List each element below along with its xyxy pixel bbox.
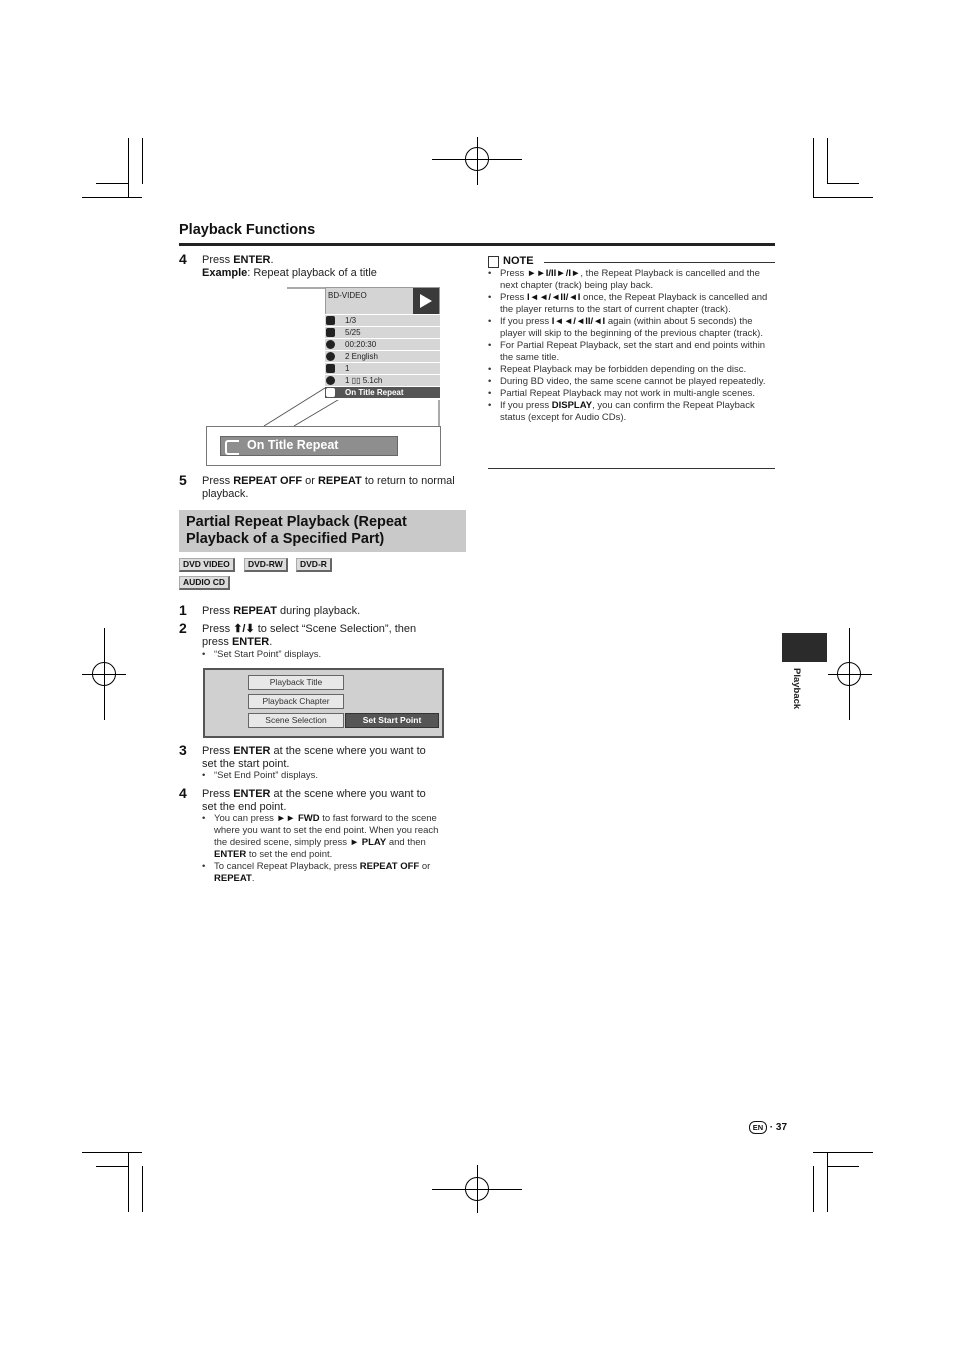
step-bullets xyxy=(202,649,467,661)
note-rule xyxy=(544,262,775,263)
crop-mark xyxy=(96,1166,128,1167)
step-number: 3 xyxy=(179,742,187,758)
list-item: • “Set End Point” displays. xyxy=(202,770,467,782)
list-item: • You can press ►► FWD to fast forward to the scene where you want to set the end point. When you reach the desired scene, simply press ► PLAY and then ENTER to set the end point. xyxy=(202,813,467,861)
list-item: • Press ►►I/II►/I►, the Repeat Playback is cancelled and the next chapter (track) being play back. xyxy=(488,268,776,292)
step-number: 5 xyxy=(179,472,187,488)
play-icon xyxy=(413,288,439,314)
repeat-icon xyxy=(326,388,335,397)
list-item: • During BD video, the same scene cannot be played repeatedly. xyxy=(488,376,776,388)
list-item: • Repeat Playback may be forbidden depending on the disc. xyxy=(488,364,776,376)
subtitle-icon xyxy=(326,352,335,361)
chapter-tab-label: Playback xyxy=(791,668,802,710)
osd-screen xyxy=(325,287,440,400)
step-text: Press ENTER at the scene where you want to set the end point. xyxy=(202,788,426,813)
step-text: Press REPEAT OFF or REPEAT to return to normal playback. xyxy=(202,475,455,500)
crop-mark xyxy=(96,183,128,184)
subsection-heading: Partial Repeat Playback (Repeat Playback of a Specified Part) xyxy=(179,510,466,552)
badge-dvd-video: DVD VIDEO xyxy=(179,558,235,572)
step-number: 4 xyxy=(179,785,187,801)
title-icon xyxy=(326,316,335,325)
osd-header xyxy=(325,287,440,315)
menu-item-set-start-point: Set Start Point xyxy=(345,713,439,728)
list-item: • If you press I◄◄/◄II/◄I again (within about 5 seconds) the player will skip to the beginning of the previous chapter (track). xyxy=(488,316,776,340)
angle-icon xyxy=(326,364,335,373)
note-rule-bottom xyxy=(488,468,775,469)
registration-mark xyxy=(465,1177,489,1201)
crop-mark xyxy=(813,1152,873,1153)
step-number: 2 xyxy=(179,620,187,636)
step-text: Press REPEAT during playback. xyxy=(202,605,361,617)
step-number: 1 xyxy=(179,602,187,618)
osd-row-chapter: 5/25 xyxy=(325,326,440,338)
list-item: • To cancel Repeat Playback, press REPEAT OFF or REPEAT. xyxy=(202,861,467,885)
section-rule xyxy=(179,243,775,246)
repeat-icon xyxy=(225,440,239,455)
osd-row-repeat: On Title Repeat xyxy=(325,386,440,398)
crop-mark xyxy=(128,1152,129,1212)
osd-row-angle: 1 xyxy=(325,362,440,374)
crop-mark xyxy=(827,1152,828,1212)
step-bullets xyxy=(202,770,467,782)
callout-box xyxy=(206,426,441,466)
clock-icon xyxy=(326,340,335,349)
note-title: NOTE xyxy=(503,255,534,267)
crop-mark xyxy=(813,197,873,198)
list-item: • For Partial Repeat Playback, set the start and end points within the same title. xyxy=(488,340,776,364)
badge-dvd-rw: DVD-RW xyxy=(244,558,288,572)
step-bullets xyxy=(202,813,467,885)
crop-mark xyxy=(82,1152,142,1153)
step-number: 4 xyxy=(179,251,187,267)
crop-mark xyxy=(827,138,828,184)
registration-mark xyxy=(92,662,116,686)
crop-mark xyxy=(813,1166,814,1212)
osd-row-audio: 1 ▯▯ 5.1ch xyxy=(325,374,440,386)
registration-mark xyxy=(465,147,489,171)
registration-mark xyxy=(837,662,861,686)
badge-dvd-r: DVD-R xyxy=(296,558,332,572)
crop-mark xyxy=(82,197,142,198)
note-list xyxy=(488,268,776,424)
badge-audio-cd: AUDIO CD xyxy=(179,576,230,590)
crop-mark xyxy=(827,183,859,184)
note-icon xyxy=(488,256,499,268)
osd-source-label: BD-VIDEO xyxy=(328,291,367,300)
chapter-icon xyxy=(326,328,335,337)
step-text: Press ENTER. Example: Repeat playback of a title xyxy=(202,254,377,279)
section-title: Playback Functions xyxy=(179,222,316,238)
step-text: Press ⬆/⬇ to select “Scene Selection”, then press ENTER. xyxy=(202,623,417,648)
crop-mark xyxy=(128,138,129,198)
crop-mark xyxy=(142,1166,143,1212)
crop-mark xyxy=(827,1166,859,1167)
menu-item-playback-title: Playback Title xyxy=(248,675,344,690)
menu-item-scene-selection: Scene Selection xyxy=(248,713,344,728)
crop-mark xyxy=(813,138,814,198)
menu-item-playback-chapter: Playback Chapter xyxy=(248,694,344,709)
list-item: • If you press DISPLAY, you can confirm the Repeat Playback status (except for Audio CDs). xyxy=(488,400,776,424)
list-item: • “Set Start Point” displays. xyxy=(202,649,467,661)
list-item: • Partial Repeat Playback may not work in multi-angle scenes. xyxy=(488,388,776,400)
osd-row-subtitle: 2 English xyxy=(325,350,440,362)
chapter-tab xyxy=(782,633,827,662)
page-number: EN · 37 xyxy=(749,1121,787,1134)
osd-row-time: 00:20:30 xyxy=(325,338,440,350)
step-text: Press ENTER at the scene where you want to set the start point. xyxy=(202,745,426,770)
scene-menu-screen xyxy=(203,668,444,738)
language-badge: EN xyxy=(749,1121,767,1134)
callout-repeat-indicator: On Title Repeat xyxy=(220,436,398,456)
audio-icon xyxy=(326,376,335,385)
list-item: • Press I◄◄/◄II/◄I once, the Repeat Playback is cancelled and the player returns to the start of current chapter (track). xyxy=(488,292,776,316)
osd-row-title: 1/3 xyxy=(325,314,440,326)
crop-mark xyxy=(142,138,143,184)
